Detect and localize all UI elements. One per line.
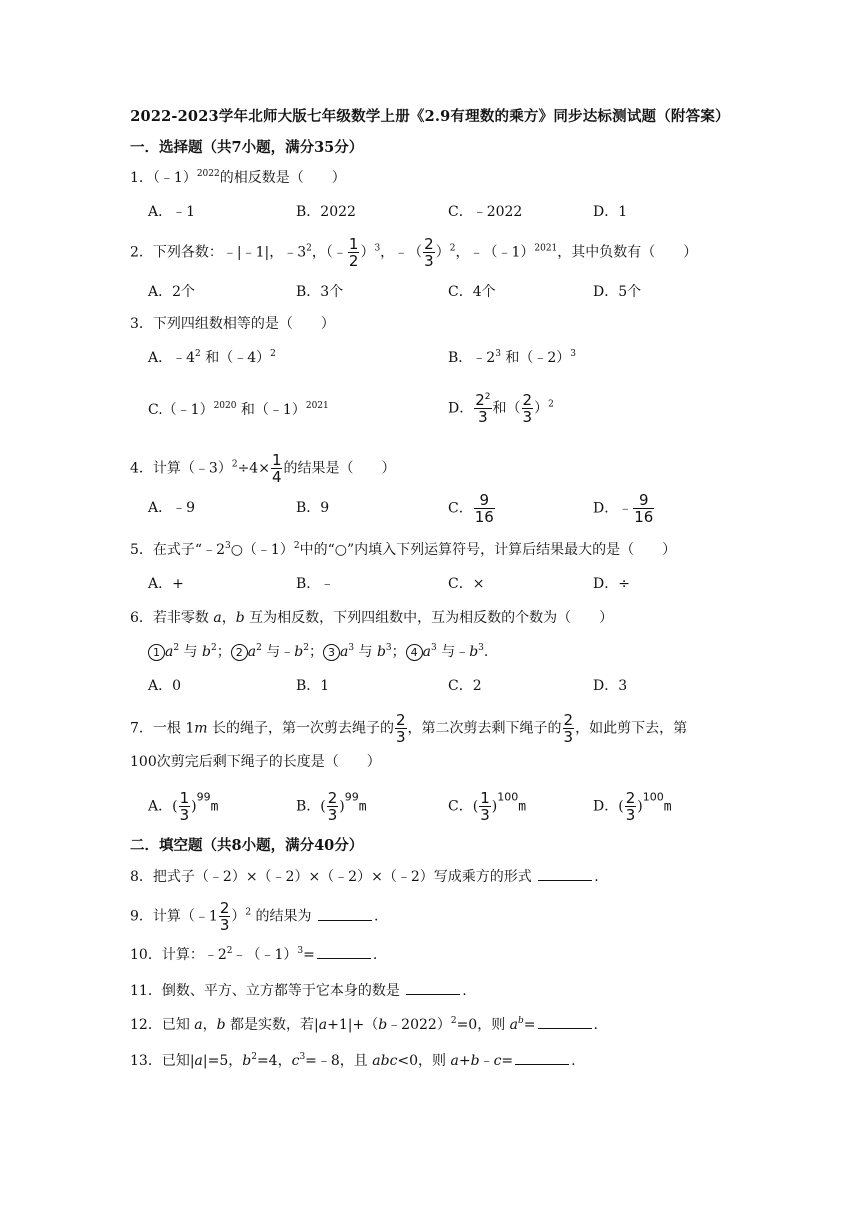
q6-option-b: B．1 bbox=[296, 678, 330, 694]
question-6-items: 1 $a^2$ 与 $b^2$； 2 $a^2$ 与$﹣b^2$； 3 $a^3$ 与 $b^3$； 4 $a^3$ 与$﹣b^3$. bbox=[148, 642, 488, 662]
q2-option-c: C．4个 bbox=[448, 284, 496, 300]
q5-option-c: C．× bbox=[448, 576, 485, 592]
q1-option-c: C．﹣2022 bbox=[448, 204, 523, 220]
q5-option-a: A．+ bbox=[148, 576, 184, 592]
q1-option-a: A．﹣1 bbox=[148, 204, 196, 220]
question-1: 1．（﹣1）$^{2022}$的相反数是（ ） bbox=[130, 169, 346, 186]
q6-option-c: C．2 bbox=[448, 678, 482, 694]
q3-option-a: A．$﹣4^2$ 和（﹣4）$^2$ bbox=[148, 349, 276, 366]
question-11: 11．倒数、平方、立方都等于它本身的数是 . bbox=[130, 980, 467, 1001]
q1-option-d: D．1 bbox=[593, 204, 628, 220]
q5-option-d: D．÷ bbox=[593, 576, 630, 592]
q4-option-b: B．9 bbox=[296, 500, 330, 516]
q6-option-d: D．3 bbox=[593, 678, 628, 694]
q3-option-b: B．$﹣2^3$ 和（﹣2）$^3$ bbox=[448, 349, 577, 366]
q4-option-d: D．﹣ $\frac{9}{16}$ bbox=[593, 491, 654, 526]
question-13: 13．已知|a|=5，$b^2=4$，$c^3=﹣8$，且 abc<0，则 a+b﹣c= . bbox=[130, 1052, 576, 1069]
question-10: 10．计算：$﹣2^2﹣(﹣1)^3=$ . bbox=[130, 946, 378, 963]
question-2: 2．下列各数：﹣|﹣1|，$﹣3^2$，（﹣ $\frac{1}{2}$ ）$^3$，﹣（ $\frac{2}{3}$ ）$^2$，﹣（﹣1）$^{2021}$，其中负数有（ ） bbox=[130, 235, 698, 270]
question-7-line-2: 100次剪完后剩下绳子的长度是（ ） bbox=[130, 754, 381, 770]
q3-option-c: C.（﹣1）$^{2020}$ 和（﹣1）$^{2021}$ bbox=[148, 401, 329, 418]
question-7: 7．一根 1m 长的绳子，第一次剪去绳子的 $\frac{2}{3}$ ，第二次剪去剩下绳子的 $\frac{2}{3}$ ，如此剪下去，第 bbox=[130, 711, 688, 746]
q7-option-c: C．( $\frac{1}{3}$ )$^{100}$m bbox=[448, 789, 527, 824]
question-5: 5．在式子“$﹣2^3○(﹣1)^2$中的“○”内填入下列运算符号，计算后结果最大的是（ ） bbox=[130, 541, 677, 558]
question-12: 12．已知 a，b 都是实数，若|a+1|+（b﹣2022）$^2$=0，则 $a^b=$ . bbox=[130, 1016, 598, 1033]
page-title: 2022-2023学年北师大版七年级数学上册《2.9有理数的乘方》同步达标测试题（附答案） bbox=[130, 108, 730, 125]
section-heading-fill: 二．填空题（共8小题，满分40分） bbox=[130, 837, 364, 854]
q7-option-d: D．( $\frac{2}{3}$ )$^{100}$m bbox=[593, 789, 672, 824]
question-4: 4．计算（﹣3）$^2$÷4× $\frac{1}{4}$ 的结果是（ ） bbox=[130, 451, 396, 486]
question-9: 9．计算（﹣1 $\frac{2}{3}$ ）$^2$ 的结果为 . bbox=[130, 899, 379, 934]
q6-option-a: A．0 bbox=[148, 678, 182, 694]
q7-option-a: A．( $\frac{1}{3}$ )$^{99}$m bbox=[148, 789, 219, 824]
q4-option-c: C． $\frac{9}{16}$ bbox=[448, 491, 494, 526]
q2-option-b: B．3个 bbox=[296, 284, 344, 300]
q4-option-a: A．﹣9 bbox=[148, 500, 196, 516]
q2-option-d: D．5个 bbox=[593, 284, 642, 300]
q7-option-b: B．( $\frac{2}{3}$ )$^{99}$m bbox=[296, 789, 367, 824]
q5-option-b: B．﹣ bbox=[296, 576, 335, 592]
q2-option-a: A．2个 bbox=[148, 284, 196, 300]
q1-option-b: B．2022 bbox=[296, 204, 356, 220]
question-8: 8．把式子（﹣2）×（﹣2）×（﹣2）×（﹣2）写成乘方的形式 . bbox=[130, 866, 599, 887]
q3-option-d: D． $\frac{2^2}{3}$ 和（ $\frac{2}{3}$ ）$^2$ bbox=[448, 391, 554, 426]
question-6: 6．若非零数 a，b 互为相反数，下列四组数中，互为相反数的个数为（ ） bbox=[130, 610, 614, 626]
section-heading-choice: 一．选择题（共7小题，满分35分） bbox=[130, 139, 364, 156]
question-3: 3．下列四组数相等的是（ ） bbox=[130, 316, 335, 332]
